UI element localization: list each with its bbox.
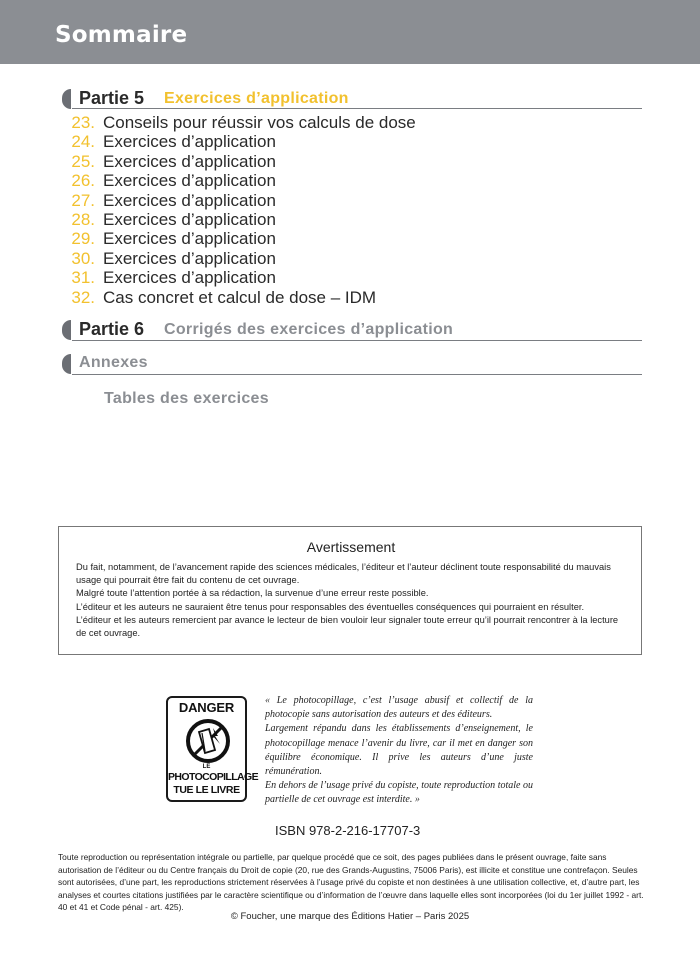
toc-item[interactable] <box>62 249 562 268</box>
photocopillage-logo <box>166 696 258 802</box>
toc-number: 30. <box>71 248 95 268</box>
toc-title: Exercices d’application <box>103 151 276 171</box>
section-subtitle: Corrigés des exercices d’application <box>164 321 454 338</box>
toc-title: Exercices d’application <box>103 229 276 249</box>
isbn: ISBN 978-2-216-17707-3 <box>275 823 421 838</box>
warning-paragraph: L’éditeur et les auteurs ne sauraient être tenus pour responsables des éventuelles conséquences qui pourraient en résulter. <box>76 601 585 612</box>
toc-title: Exercices d’application <box>103 171 276 191</box>
toc-item[interactable] <box>62 191 562 210</box>
toc-item[interactable] <box>62 288 562 307</box>
quote-paragraph: En dehors de l’usage privé du copiste, toute reproduction totale ou partielle de cet ouvrage est interdite. » <box>265 780 533 806</box>
section-label: Annexes <box>79 354 148 371</box>
toc-item[interactable] <box>62 132 562 151</box>
danger-title: DANGER <box>178 700 235 715</box>
quote-paragraph: « Le photocopillage, c’est l’usage abusif et collectif de la photocopie sans autorisation des auteurs et des éditeurs. <box>265 695 533 721</box>
book-lightning-icon <box>185 718 231 764</box>
toc-title: Exercices d’application <box>103 209 276 229</box>
toc-item[interactable] <box>62 113 562 132</box>
toc-item[interactable] <box>62 171 562 190</box>
copyright: © Foucher, une marque des Éditions Hatier – Paris 2025 <box>230 911 470 922</box>
toc-number: 24. <box>71 132 95 152</box>
warning-box <box>58 526 642 655</box>
toc-item[interactable] <box>62 268 562 287</box>
toc-item[interactable] <box>62 152 562 171</box>
toc-number: 28. <box>71 209 95 229</box>
section-divider <box>72 340 642 341</box>
toc-number: 27. <box>71 190 95 210</box>
legal-notice: Toute reproduction ou représentation intégrale ou partielle, par quelque procédé que ce soit, des pages publiées dans le présent ouvrage, faite sans autorisation de l’éditeur ou du Centre français du Droit de copie (20, rue des Grands-Augustins, 75006 Paris), est illicite et constitue une contrefaçon. Seules sont autorisées, d’une part, les reproductions strictement réservées à l’usage privé du copiste et non destinées à une utilisation collective, et, d’autre part, les analyses et courtes citations justifiées par le caractère scientifique ou d’information de l’œuvre dans laquelle elles sont incorporées (loi du 1er juillet 1992 - art. 40 et 41 et Code pénal - art. 425). <box>58 852 644 913</box>
warning-paragraph: L’éditeur et les auteurs remercient par avance le lecteur de bien vouloir leur signaler toute erreur qu’il pourrait rencontrer à la lecture de cet ouvrage. <box>76 614 619 639</box>
page-header <box>0 0 700 64</box>
toc-title: Exercices d’application <box>103 190 276 210</box>
toc-number: 26. <box>71 171 95 191</box>
toc-title: Cas concret et calcul de dose – IDM <box>103 287 377 307</box>
warning-title: Avertissement <box>306 539 396 555</box>
toc-item[interactable] <box>62 229 562 248</box>
photocopillage-quote <box>265 694 533 808</box>
toc-number: 29. <box>71 229 95 249</box>
warning-body <box>76 561 628 640</box>
annexe-item[interactable]: Tables des exercices <box>104 390 269 407</box>
danger-line-1: LE <box>202 764 211 770</box>
danger-line-2: PHOTOCOPILLAGE <box>168 771 258 783</box>
section-tab-marker <box>62 354 71 374</box>
section-partie-6[interactable] <box>62 319 640 341</box>
toc-title: Exercices d’application <box>103 132 276 152</box>
warning-paragraph: Du fait, notamment, de l’avancement rapide des sciences médicales, l’éditeur et l’auteur déclinent toute responsabilité du mauvais usage qui pourrait être fait du contenu de cet ouvrage. <box>76 562 611 586</box>
section-label: Partie 5 <box>79 88 145 108</box>
danger-line-3: TUE LE LIVRE <box>173 784 240 796</box>
toc-number: 25. <box>71 151 95 171</box>
toc-number: 23. <box>71 113 95 132</box>
toc-number: 32. <box>71 287 95 307</box>
section-annexes[interactable] <box>62 353 362 375</box>
section-tab-marker <box>62 89 71 109</box>
toc-title: Exercices d’application <box>103 248 276 268</box>
warning-paragraph: Malgré toute l’attention portée à sa rédaction, la survenue d’une erreur reste possible. <box>76 588 429 599</box>
section-divider <box>72 108 642 109</box>
section-tab-marker <box>62 320 71 340</box>
section-subtitle: Exercices d’application <box>164 90 349 107</box>
section-partie-5 <box>62 88 640 110</box>
section-label: Partie 6 <box>79 319 145 339</box>
page-title: Sommaire <box>55 22 188 48</box>
toc-title: Exercices d’application <box>103 268 276 288</box>
toc-list <box>62 113 562 307</box>
section-divider <box>72 374 642 375</box>
toc-title: Conseils pour réussir vos calculs de dose <box>103 113 416 132</box>
toc-item[interactable] <box>62 210 562 229</box>
toc-number: 31. <box>71 268 95 288</box>
quote-paragraph: Largement répandu dans les établissements d’enseignement, le photocopillage menace l’avenir du livre, car il met en danger son équilibre économique. Il prive les auteurs d’une juste rémunération. <box>265 723 533 778</box>
